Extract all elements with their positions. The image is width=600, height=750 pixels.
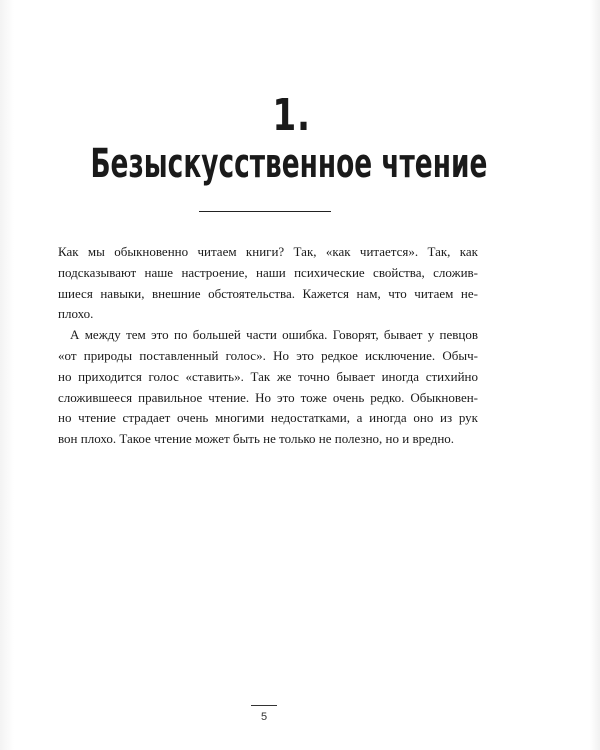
chapter-title: Безыскусственное чтение [90,141,488,187]
chapter-number: 1. [272,90,311,141]
text-line: но чтение страдает очень многими недостатками, а иногда оно из рук [58,410,478,426]
text-line: «от природы поставленный голос». Но это редкое исключение. Обыч- [58,347,478,363]
text-line: Как мы обыкновенно читаем книги? Так, «как читается». Так, как [58,244,478,259]
title-divider [199,211,331,212]
text-line: плохо. [58,306,94,322]
text-line: шиеся навыки, внешние обстоятельства. Кажется нам, что читаем не- [58,285,478,301]
text-line: подсказывают наше настроение, наши психические свойства, сложив- [58,264,478,280]
page-number: 5 [260,711,268,723]
page-edge-right [590,0,600,750]
text-line: А между тем это по большей части ошибка. Говорят, бывает у певцов [70,327,478,343]
text-line: вон плохо. Такое чтение может быть не только не полезно, но и вредно. [58,431,455,447]
text-line: сложившееся правильное чтение. Но это тоже очень редко. Обыкновен- [58,389,478,405]
paragraph [58,242,478,325]
chapter-body [58,242,478,450]
footer-divider [251,705,277,706]
page-edge-left [0,0,14,750]
text-line: но приходится голос «ставить». Так же точно бывает иногда стихийно [58,368,478,384]
paragraph [58,325,478,450]
